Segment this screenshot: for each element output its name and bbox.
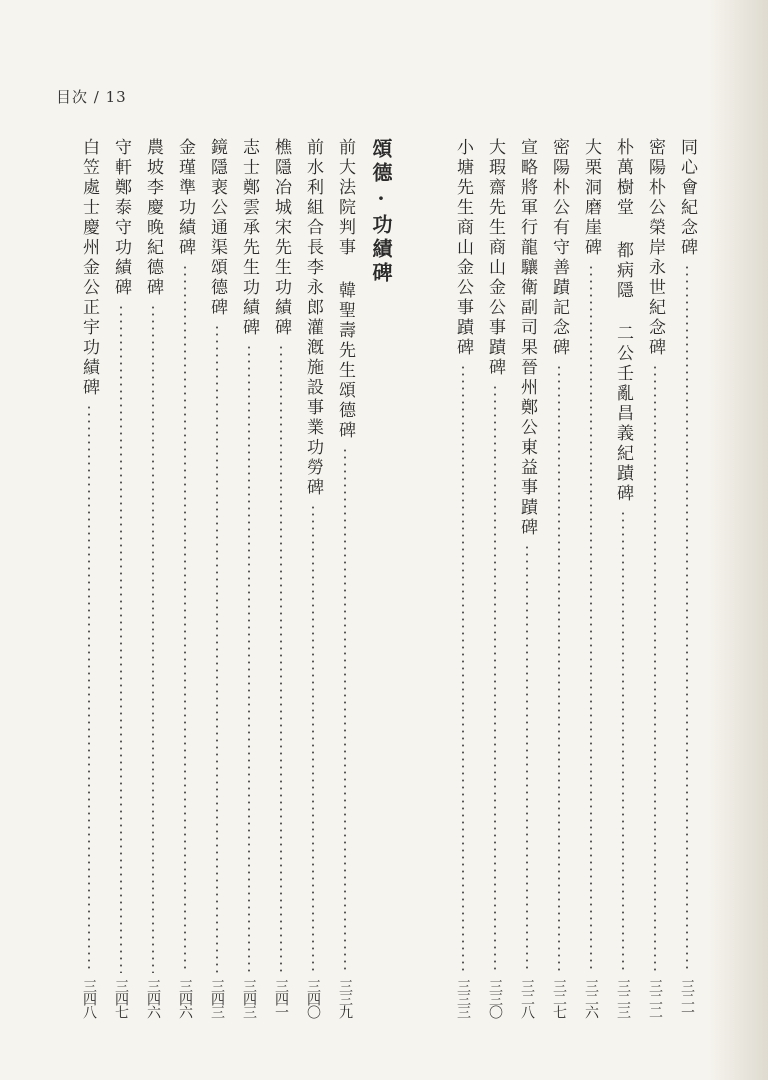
entry-page: 三二八 xyxy=(519,979,535,1018)
dot-leader xyxy=(654,364,656,973)
dot-leader xyxy=(280,344,282,973)
dot-leader xyxy=(312,504,314,973)
toc-entry[interactable] xyxy=(674,138,700,1018)
dot-leader xyxy=(622,510,624,973)
entry-page: 三三九 xyxy=(337,979,353,1018)
toc-entry[interactable] xyxy=(332,138,358,1018)
entry-page: 三四六 xyxy=(145,979,161,1018)
toc-entry[interactable] xyxy=(642,138,668,1018)
entry-page: 三四六 xyxy=(177,979,193,1018)
toc-entry[interactable] xyxy=(172,138,198,1018)
entry-title: 大栗洞磨崖碑 xyxy=(581,138,601,258)
toc-entry[interactable] xyxy=(204,138,230,1018)
entry-title: 樵隱冶城宋先生功績碑 xyxy=(271,138,291,338)
entry-page: 三二一 xyxy=(679,979,695,1018)
entry-title: 金瑾準功績碑 xyxy=(175,138,195,258)
entry-title: 密陽朴公榮岸永世紀念碑 xyxy=(645,138,665,358)
dot-leader xyxy=(120,304,122,973)
entry-page: 三三三 xyxy=(455,979,471,1018)
dot-leader xyxy=(184,264,186,973)
toc-entry[interactable] xyxy=(76,138,102,1018)
entry-page: 三四八 xyxy=(81,979,97,1018)
table-of-contents xyxy=(70,138,710,1018)
toc-entry[interactable] xyxy=(108,138,134,1018)
entry-title: 農坡李慶晚紀德碑 xyxy=(143,138,163,298)
entry-title: 密陽朴公有守善蹟記念碑 xyxy=(549,138,569,358)
entry-page: 三四七 xyxy=(113,979,129,1018)
entry-title: 前大法院判事 韓聖壽先生頌德碑 xyxy=(335,138,355,441)
page-edge-shadow xyxy=(708,0,768,1080)
dot-leader xyxy=(686,264,688,973)
entry-title: 小塘先生商山金公事蹟碑 xyxy=(453,138,473,358)
running-head: 目次 / 13 xyxy=(56,88,127,106)
entry-title: 白笠處士慶州金公正宇功績碑 xyxy=(79,138,99,398)
dot-leader xyxy=(558,364,560,973)
entry-title: 朴萬樹堂 都病隱 二公壬亂昌義紀蹟碑 xyxy=(613,138,633,504)
toc-entry[interactable] xyxy=(482,138,508,1018)
entry-page: 三四〇 xyxy=(305,979,321,1018)
entry-title: 前水利組合長李永郎灌漑施設事業功勞碑 xyxy=(303,138,323,498)
entry-title: 同心會紀念碑 xyxy=(677,138,697,258)
dot-leader xyxy=(344,447,346,973)
toc-entry[interactable] xyxy=(450,138,476,1018)
toc-entry[interactable] xyxy=(236,138,262,1018)
dot-leader xyxy=(216,324,218,973)
dot-leader xyxy=(526,544,528,973)
entry-page: 三三〇 xyxy=(487,979,503,1018)
entry-title: 守軒鄭泰守功績碑 xyxy=(111,138,131,298)
entry-title: 大瑕齋先生商山金公事蹟碑 xyxy=(485,138,505,378)
entry-page: 三四三 xyxy=(241,979,257,1018)
toc-entry[interactable] xyxy=(300,138,326,1018)
toc-entry[interactable] xyxy=(610,138,636,1018)
entry-title: 宣略將軍行龍驤衛副司果晉州鄭公東益事蹟碑 xyxy=(517,138,537,538)
entry-page: 三四三 xyxy=(209,979,225,1018)
entry-page: 三四一 xyxy=(273,979,289,1018)
dot-leader xyxy=(590,264,592,973)
dot-leader xyxy=(88,404,90,973)
toc-entry[interactable] xyxy=(514,138,540,1018)
dot-leader xyxy=(462,364,464,973)
section-heading: 頌德·功績碑 xyxy=(369,138,393,286)
dot-leader xyxy=(248,344,250,973)
toc-entry[interactable] xyxy=(140,138,166,1018)
entry-page: 三二六 xyxy=(583,979,599,1018)
entry-title: 志士鄭雲承先生功績碑 xyxy=(239,138,259,338)
dot-leader xyxy=(152,304,154,973)
entry-page: 三二三 xyxy=(615,979,631,1018)
dot-leader xyxy=(494,384,496,973)
entry-page: 三二二 xyxy=(647,979,663,1018)
entry-page: 三二七 xyxy=(551,979,567,1018)
toc-entry[interactable] xyxy=(268,138,294,1018)
toc-entry[interactable] xyxy=(546,138,572,1018)
toc-entry[interactable] xyxy=(578,138,604,1018)
entry-title: 鏡隱裵公通渠頌德碑 xyxy=(207,138,227,318)
